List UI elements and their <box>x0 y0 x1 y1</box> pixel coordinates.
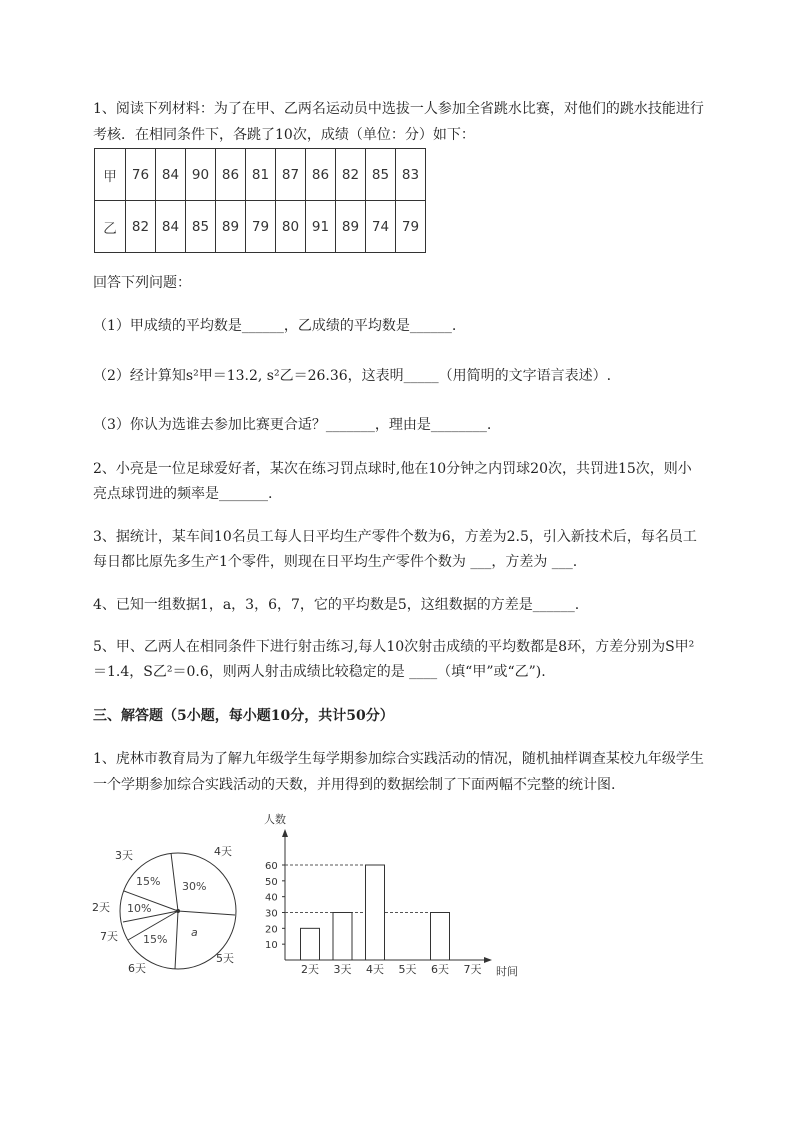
x-axis-label: 时间 <box>496 965 518 978</box>
score-cell: 89 <box>216 201 246 253</box>
y-tick-label: 20 <box>265 924 278 936</box>
score-cell: 79 <box>396 201 426 253</box>
q5-line2: ＝1.4，S乙²＝0.6，则两人射击成绩比较稳定的是 ____（填“甲”或“乙”). <box>93 664 546 680</box>
q1-sub3: （3）你认为选谁去参加比赛更合适？_______，理由是________. <box>93 417 492 433</box>
score-cell: 82 <box>336 149 366 201</box>
bar <box>333 913 352 961</box>
bar-chart <box>264 812 518 978</box>
q4-line1: 4、已知一组数据1，a，3，6，7，它的平均数是5，这组数据的方差是______. <box>93 597 580 613</box>
section3-heading: 三、解答题（5小题，每小题10分，共计50分） <box>93 708 394 724</box>
score-cell: 81 <box>246 149 276 201</box>
bar <box>301 928 320 960</box>
x-tick-label: 6天 <box>431 963 449 976</box>
pie-radius <box>171 853 178 911</box>
bar <box>431 913 450 961</box>
q3-line2: 每日都比原先多生产1个零件，则现在日平均生产零件个数为 ___，方差为 ___. <box>93 554 578 570</box>
score-cell: 76 <box>126 149 156 201</box>
score-cell: 84 <box>156 201 186 253</box>
row-name: 乙 <box>95 201 126 253</box>
score-cell: 84 <box>156 149 186 201</box>
row-name: 甲 <box>95 149 126 201</box>
score-cell: 90 <box>186 149 216 201</box>
score-cell: 89 <box>336 201 366 253</box>
slice-pct-2: 10% <box>127 902 152 915</box>
q1-text-line1: 1、阅读下列材料：为了在甲、乙两名运动员中选拔一人参加全省跳水比赛，对他们的跳水技能进行 <box>93 101 704 117</box>
x-tick-label: 5天 <box>398 963 417 976</box>
s3-q1-line2: 一个学期参加综合实践活动的天数，并用得到的数据绘制了下面两幅不完整的统计图. <box>93 777 616 793</box>
y-tick-label: 30 <box>265 908 278 920</box>
score-cell: 91 <box>306 201 336 253</box>
x-tick-label: 3天 <box>333 963 352 976</box>
score-cell: 86 <box>216 149 246 201</box>
slice-pct-4: 30% <box>182 880 207 893</box>
slice-label-7: 7天 <box>100 930 118 943</box>
q2-line2: 亮点球罚进的频率是_______. <box>93 486 273 502</box>
s3-q1-line1: 1、虎林市教育局为了解九年级学生每学期参加综合实践活动的情况，随机抽样调查某校九年级学生 <box>93 751 704 767</box>
y-tick-label: 10 <box>265 940 278 952</box>
q1-text-line2: 考核．在相同条件下，各跳了10次，成绩（单位：分）如下： <box>93 127 475 143</box>
q1-prompt: 回答下列问题： <box>93 275 191 291</box>
score-cell: 79 <box>246 201 276 253</box>
score-cell: 82 <box>126 201 156 253</box>
slice-pct-6: 15% <box>143 933 168 946</box>
pie-center <box>176 909 180 913</box>
pie-radius <box>178 911 235 915</box>
y-tick-label: 60 <box>265 861 278 872</box>
q2-line1: 2、小亮是一位足球爱好者，某次在练习罚点球时,他在10分钟之内罚球20次，共罚进15次，则小 <box>93 461 692 477</box>
score-cell: 80 <box>276 201 306 253</box>
score-cell: 86 <box>306 149 336 201</box>
bar <box>366 865 385 960</box>
q1-sub1: （1）甲成绩的平均数是______，乙成绩的平均数是______. <box>93 318 457 334</box>
q3-line1: 3、据统计，某车间10名员工每人日平均生产零件个数为6，方差为2.5，引入新技术后，每名员工 <box>93 529 697 545</box>
score-cell: 74 <box>366 201 396 253</box>
slice-pct-3: 15% <box>136 875 161 888</box>
pie-radius <box>175 911 178 969</box>
y-tick-label: 40 <box>265 892 278 904</box>
q5-line1: 5、甲、乙两人在相同条件下进行射击练习,每人10次射击成绩的平均数都是8环，方差分别为S甲² <box>93 639 695 655</box>
score-cell: 85 <box>186 201 216 253</box>
slice-pct-5: a <box>191 926 198 939</box>
y-tick-label: 50 <box>265 876 278 888</box>
slice-label-5: 5天 <box>216 952 234 965</box>
y-axis-arrow <box>282 829 288 837</box>
score-cell: 87 <box>276 149 306 201</box>
slice-label-6: 6天 <box>128 962 146 975</box>
y-axis-label: 人数 <box>264 813 286 826</box>
slice-label-4: 4天 <box>214 845 232 858</box>
x-tick-label: 2天 <box>301 963 319 976</box>
slice-label-3: 3天 <box>115 849 133 862</box>
score-cell: 83 <box>396 149 426 201</box>
score-cell: 85 <box>366 149 396 201</box>
x-axis-arrow <box>484 957 492 963</box>
q1-sub2: （2）经计算知s²甲＝13.2, s²乙＝26.36，这表明_____（用简明的文字语言表述）. <box>93 368 612 384</box>
pie-chart <box>92 845 236 975</box>
x-tick-label: 4天 <box>366 963 384 976</box>
slice-label-2: 2天 <box>92 901 110 914</box>
x-tick-label: 7天 <box>463 963 482 976</box>
